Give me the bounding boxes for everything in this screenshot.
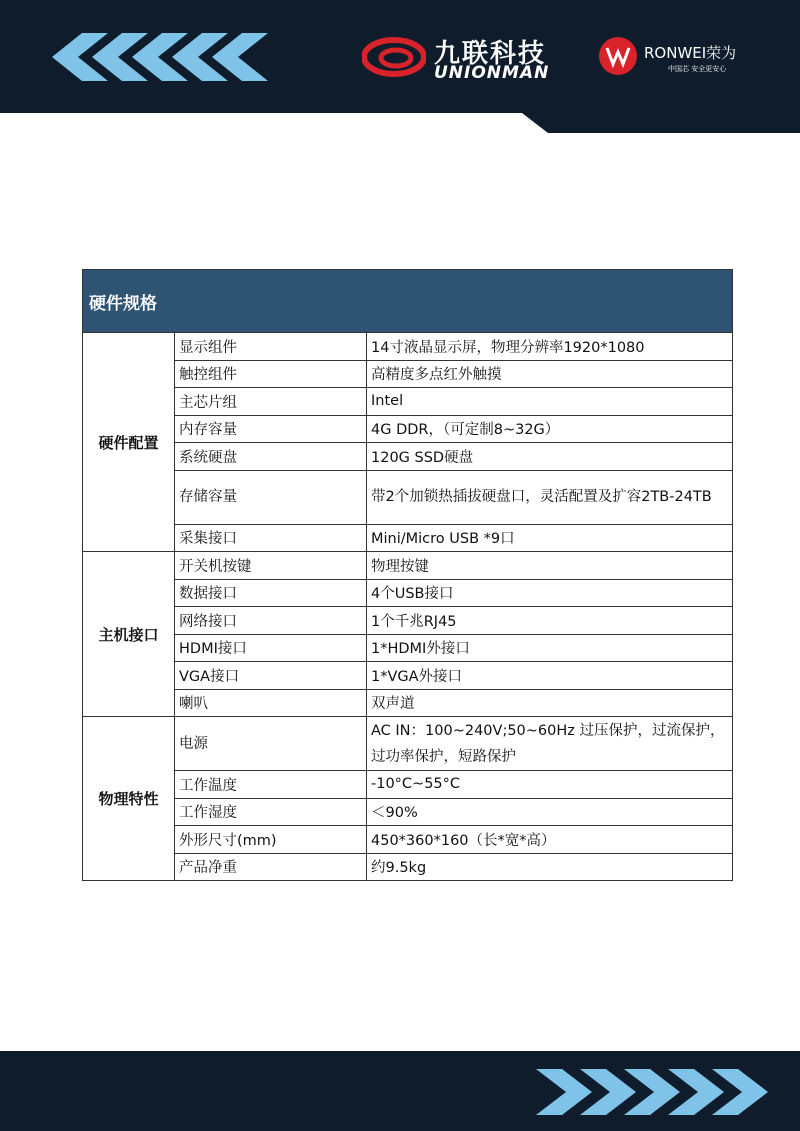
row-value: 4个USB接口: [367, 579, 733, 607]
group-physical-properties: 物理特性: [83, 717, 175, 881]
row-label: 网络接口: [175, 607, 367, 635]
table-row: [83, 388, 733, 416]
ronwei-slogan-text: 中国芯 安全更安心: [668, 65, 727, 73]
row-value: 120G SSD硬盘: [367, 443, 733, 471]
table-row: [83, 771, 733, 799]
row-label: 喇叭: [175, 689, 367, 717]
group-host-interfaces: 主机接口: [83, 552, 175, 717]
unionman-en-text: UNIONMAN: [434, 63, 550, 83]
row-value: 物理按键: [367, 552, 733, 580]
row-value: 双声道: [367, 689, 733, 717]
row-value: 1*VGA外接口: [367, 662, 733, 690]
row-value: -10°C~55°C: [367, 771, 733, 799]
row-label: 开关机按键: [175, 552, 367, 580]
row-label: 电源: [175, 717, 367, 771]
row-value: Mini/Micro USB *9口: [367, 524, 733, 552]
table-row: [83, 579, 733, 607]
table-row: [83, 360, 733, 388]
header-banner: [0, 0, 800, 133]
table-row: [83, 443, 733, 471]
row-value: 4G DDR，（可定制8~32G）: [367, 415, 733, 443]
ronwei-logo: [598, 36, 773, 80]
row-label: 显示组件: [175, 333, 367, 361]
row-label: 内存容量: [175, 415, 367, 443]
table-row: [83, 689, 733, 717]
row-label: 系统硬盘: [175, 443, 367, 471]
row-label: 产品净重: [175, 853, 367, 881]
unionman-cn-text: 九联科技: [434, 39, 547, 69]
table-row: [83, 607, 733, 635]
row-value: 1*HDMI外接口: [367, 634, 733, 662]
table-title: 硬件规格: [83, 270, 733, 333]
group-hardware-config: 硬件配置: [83, 333, 175, 552]
table-row: [83, 524, 733, 552]
table-row: [83, 798, 733, 826]
row-label: 工作温度: [175, 771, 367, 799]
row-value: 高精度多点红外触摸: [367, 360, 733, 388]
ronwei-emblem-icon: [598, 36, 638, 76]
footer-background: [0, 1051, 800, 1131]
unionman-logo: [362, 33, 562, 83]
table-row: [83, 662, 733, 690]
row-value: Intel: [367, 388, 733, 416]
table-row: [83, 826, 733, 854]
row-label: 工作湿度: [175, 798, 367, 826]
row-label: 采集接口: [175, 524, 367, 552]
row-value: AC IN：100~240V;50~60Hz 过压保护，过流保护，过功率保护，短路保护: [367, 717, 733, 771]
ronwei-brand-text: RONWEI荣为: [644, 44, 737, 62]
row-value: 约9.5kg: [367, 853, 733, 881]
row-value: 450*360*160（长*宽*高）: [367, 826, 733, 854]
row-value: 带2个加锁热插拔硬盘口，灵活配置及扩容2TB-24TB: [367, 470, 733, 524]
row-label: 主芯片组: [175, 388, 367, 416]
table-row: [83, 333, 733, 361]
footer-banner: [0, 1051, 800, 1131]
row-label: 数据接口: [175, 579, 367, 607]
row-label: VGA接口: [175, 662, 367, 690]
table-row: [83, 470, 733, 524]
row-value: 14寸液晶显示屏，物理分辨率1920*1080: [367, 333, 733, 361]
table-row: [83, 717, 733, 771]
table-row: [83, 853, 733, 881]
row-label: 存储容量: [175, 470, 367, 524]
row-label: 外形尺寸(mm): [175, 826, 367, 854]
row-label: HDMI接口: [175, 634, 367, 662]
row-value: ＜90%: [367, 798, 733, 826]
row-value: 1个千兆RJ45: [367, 607, 733, 635]
unionman-emblem-icon: [362, 37, 426, 77]
table-row: [83, 634, 733, 662]
table-row: [83, 552, 733, 580]
row-label: 触控组件: [175, 360, 367, 388]
hardware-spec-table: [82, 269, 733, 881]
table-row: [83, 415, 733, 443]
